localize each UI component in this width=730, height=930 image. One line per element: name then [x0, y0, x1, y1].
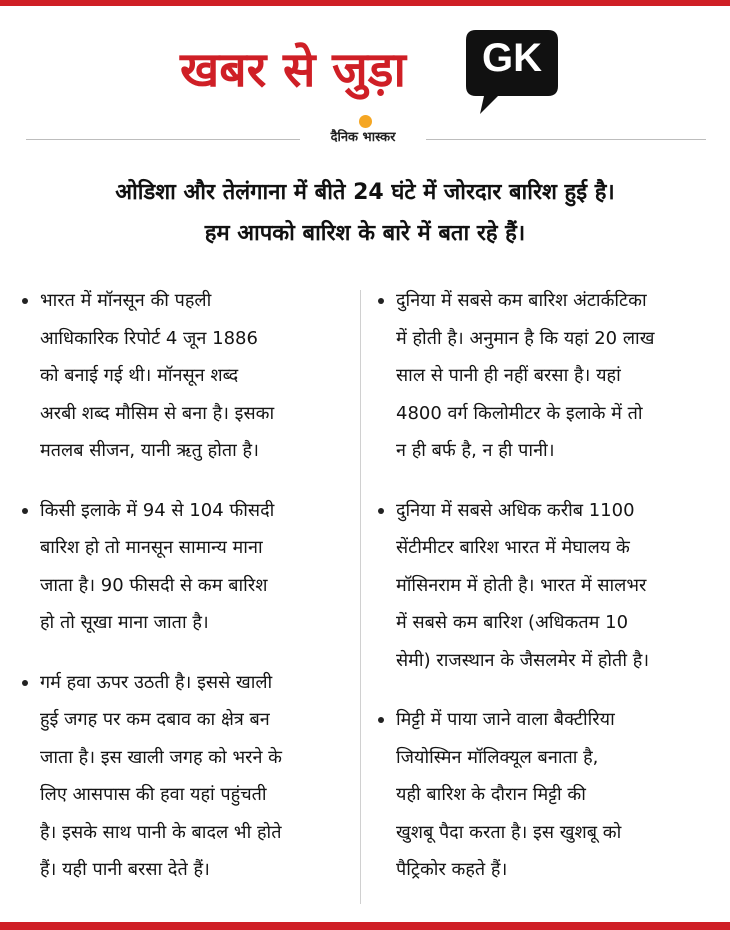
fact-line: बारिश हो तो मानसून सामान्य माना: [40, 537, 263, 558]
bullet-icon: [22, 508, 28, 514]
bullet-icon: [22, 680, 28, 686]
fact-item: [374, 701, 714, 889]
fact-line: में सबसे कम बारिश (अधिकतम 10: [396, 612, 629, 633]
bullet-icon: [22, 298, 28, 304]
fact-line: सेमी) राजस्थान के जैसलमेर में होती है।: [396, 649, 650, 671]
intro-text: [40, 172, 690, 254]
header: [0, 22, 730, 112]
fact-line: हो तो सूखा माना जाता है।: [40, 612, 209, 633]
gk-badge-label: GK: [482, 36, 542, 80]
fact-line: न ही बर्फ है, न ही पानी।: [396, 440, 555, 461]
fact-item: [18, 282, 344, 470]
fact-line: यही बारिश के दौरान मिट्टी की: [396, 784, 586, 805]
fact-line: में होती है। अनुमान है कि यहां 20 लाख: [396, 327, 655, 349]
brand-rule-right: [426, 139, 706, 140]
page-title: खबर से जुड़ा: [180, 42, 406, 98]
brand-rule-left: [26, 139, 300, 140]
fact-item: [374, 282, 714, 470]
fact-line: जाता है। इस खाली जगह को भरने के: [40, 746, 282, 768]
fact-line: लिए आसपास की हवा यहां पहुंचती: [40, 784, 267, 805]
brand-logo: दैनिक भास्कर: [330, 130, 396, 145]
fact-line: भारत में मॉनसून की पहली: [40, 290, 212, 311]
fact-line: जाता है। 90 फीसदी से कम बारिश: [40, 574, 268, 596]
gk-badge: [466, 30, 558, 116]
fact-line: पैट्रिकोर कहते हैं।: [396, 859, 508, 880]
intro-line: ओडिशा और तेलंगाना में बीते 24 घंटे में जोरदार बारिश हुई है।: [115, 180, 615, 205]
fact-line: आधिकारिक रिपोर्ट 4 जून 1886: [40, 327, 258, 349]
fact-line: साल से पानी ही नहीं बरसा है। यहां: [396, 365, 621, 386]
fact-line: दुनिया में सबसे कम बारिश अंटार्कटिका: [396, 290, 647, 311]
fact-item: [18, 492, 344, 642]
fact-line: 4800 वर्ग किलोमीटर के इलाके में तो: [396, 402, 643, 424]
column-divider: [360, 290, 361, 904]
fact-line: मतलब सीजन, यानी ऋतु होता है।: [40, 440, 259, 461]
fact-line: खुशबू पैदा करता है। इस खुशबू को: [396, 821, 622, 843]
fact-line: जियोस्मिन मॉलिक्यूल बनाता है,: [396, 746, 599, 768]
fact-line: किसी इलाके में 94 से 104 फीसदी: [40, 499, 275, 521]
fact-line: दुनिया में सबसे अधिक करीब 1100: [396, 499, 635, 521]
fact-line: है। इसके साथ पानी के बादल भी होते: [40, 821, 282, 843]
fact-line: गर्म हवा ऊपर उठती है। इससे खाली: [40, 671, 273, 693]
fact-line: अरबी शब्द मौसिम से बना है। इसका: [40, 402, 275, 424]
left-column: [18, 282, 344, 911]
fact-line: मॉसिनराम में होती है। भारत में सालभर: [396, 574, 647, 596]
fact-line: मिट्टी में पाया जाने वाला बैक्टीरिया: [396, 709, 615, 730]
fact-line: हैं। यही पानी बरसा देते हैं।: [40, 859, 210, 880]
intro-line: हम आपको बारिश के बारे में बता रहे हैं।: [204, 221, 526, 246]
bullet-icon: [378, 508, 384, 514]
fact-line: को बनाई गई थी। मॉनसून शब्द: [40, 365, 239, 386]
bullet-icon: [378, 298, 384, 304]
fact-item: [374, 492, 714, 680]
fact-line: सेंटीमीटर बारिश भारत में मेघालय के: [396, 537, 630, 558]
top-accent-bar: [0, 0, 730, 6]
fact-item: [18, 664, 344, 889]
bottom-accent-bar: [0, 922, 730, 930]
bullet-icon: [378, 717, 384, 723]
fact-line: हुई जगह पर कम दबाव का क्षेत्र बन: [40, 709, 270, 730]
right-column: [374, 282, 714, 911]
